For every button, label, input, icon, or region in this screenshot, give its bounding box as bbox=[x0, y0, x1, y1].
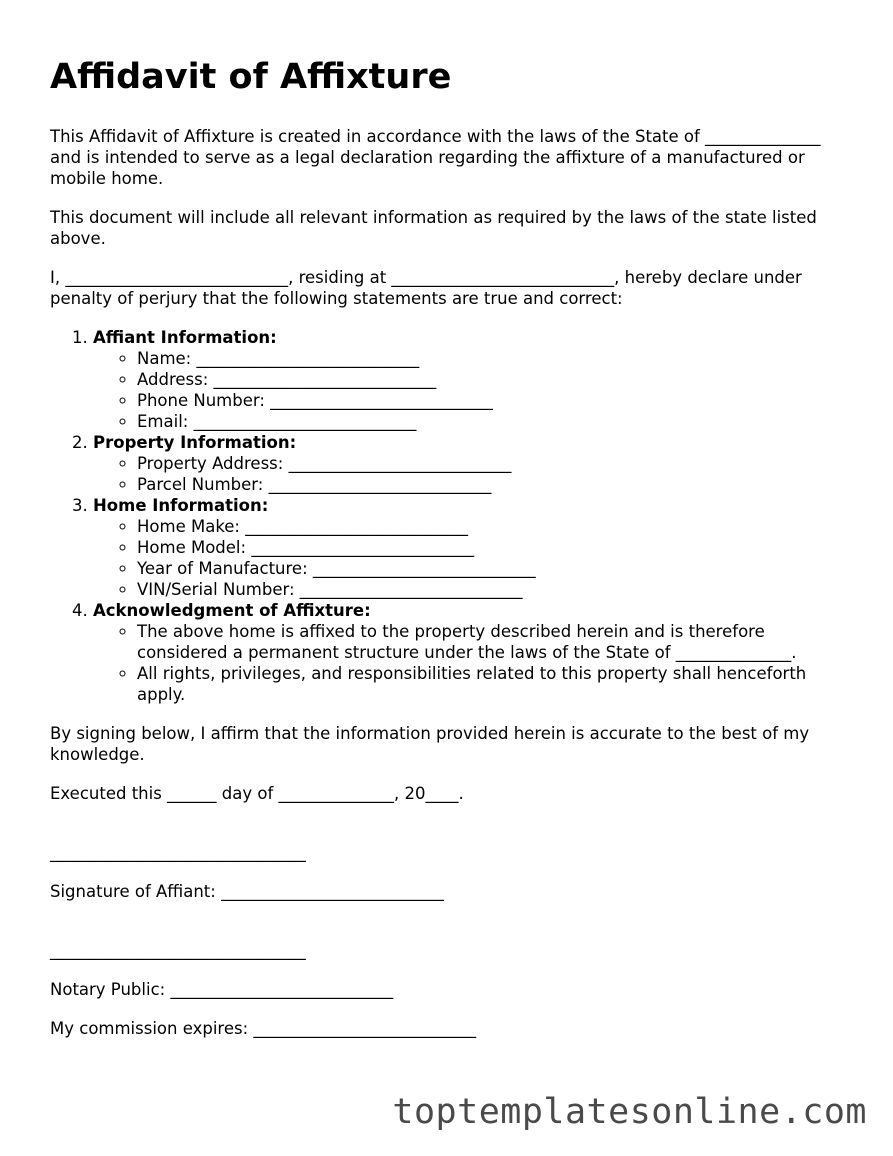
commission-expires-line: My commission expires: ___________________________ bbox=[50, 1019, 477, 1038]
field-email: ◦ Email: ___________________________ bbox=[137, 411, 850, 432]
section-property-information bbox=[93, 432, 850, 495]
field-name: ◦ Name: ___________________________ bbox=[137, 348, 850, 369]
field-phone-number: ◦ Phone Number: ___________________________ bbox=[137, 390, 850, 411]
section-title: Property Information: bbox=[93, 433, 297, 452]
acknowledgment-statement-rights: ◦ All rights, privileges, and responsibilities related to this property shall henceforth apply. bbox=[137, 663, 850, 705]
declaration-paragraph: I, ___________________________, residing at ___________________________, hereby declare under penalty of perjury that the following statements are true and correct: bbox=[50, 268, 802, 308]
field-vin-serial-number: ◦ VIN/Serial Number: ___________________________ bbox=[137, 579, 850, 600]
watermark: toptemplatesonline.com bbox=[392, 1092, 867, 1132]
notary-public-line: Notary Public: ___________________________ bbox=[50, 980, 394, 999]
field-parcel-number: ◦ Parcel Number: ___________________________ bbox=[137, 474, 850, 495]
field-address: ◦ Address: ___________________________ bbox=[137, 369, 850, 390]
signature-blank-line: _______________________________ bbox=[50, 843, 306, 862]
notary-blank-line: _______________________________ bbox=[50, 941, 306, 960]
document-page bbox=[50, 56, 850, 1057]
section-fields bbox=[93, 348, 850, 432]
section-acknowledgment-of-affixture bbox=[93, 600, 850, 705]
field-year-of-manufacture: ◦ Year of Manufacture: ___________________________ bbox=[137, 558, 850, 579]
field-home-make: ◦ Home Make: ___________________________ bbox=[137, 516, 850, 537]
section-home-information bbox=[93, 495, 850, 600]
document-title: Affidavit of Affixture bbox=[50, 57, 452, 97]
field-home-model: ◦ Home Model: ___________________________ bbox=[137, 537, 850, 558]
intro-paragraph: This Affidavit of Affixture is created in accordance with the laws of the State of ______________ and is intended to serve as a legal declaration regarding the affixture of a manufactured or mobile home. bbox=[50, 127, 821, 188]
field-property-address: ◦ Property Address: ___________________________ bbox=[137, 453, 850, 474]
section-title: Home Information: bbox=[93, 496, 269, 515]
acknowledgment-statement-permanent: ◦ The above home is affixed to the property described herein and is therefore considered a permanent structure under the laws of the State of ______________. bbox=[137, 621, 850, 663]
section-title: Acknowledgment of Affixture: bbox=[93, 601, 371, 620]
executed-line: Executed this ______ day of ______________, 20____. bbox=[50, 784, 464, 803]
section-fields bbox=[93, 453, 850, 495]
affirmation-paragraph: By signing below, I affirm that the information provided herein is accurate to the best of my knowledge. bbox=[50, 724, 810, 764]
section-fields bbox=[93, 621, 850, 705]
signature-of-affiant-line: Signature of Affiant: ___________________________ bbox=[50, 882, 444, 901]
scope-paragraph: This document will include all relevant information as required by the laws of the state listed above. bbox=[50, 208, 817, 248]
section-affiant-information bbox=[93, 327, 850, 432]
sections-list bbox=[50, 327, 850, 705]
section-fields bbox=[93, 516, 850, 600]
section-title: Affiant Information: bbox=[93, 328, 277, 347]
